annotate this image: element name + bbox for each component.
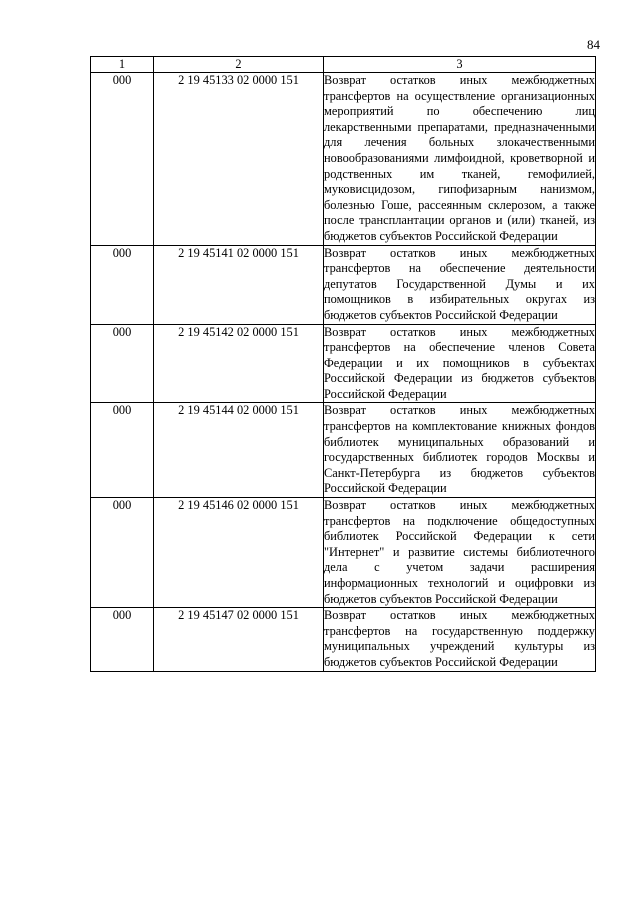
admin-code-cell: 000 bbox=[91, 403, 154, 498]
kbk-code-cell: 2 19 45141 02 0000 151 bbox=[154, 245, 324, 324]
description-cell: Возврат остатков иных межбюджетных трансфертов на государственную поддержку муниципальных учреждений культуры из бюджетов субъектов Российской Федерации bbox=[324, 608, 596, 671]
admin-code-cell: 000 bbox=[91, 73, 154, 246]
column-header-3: 3 bbox=[324, 57, 596, 73]
admin-code-cell: 000 bbox=[91, 608, 154, 671]
description-cell: Возврат остатков иных межбюджетных трансфертов на подключение общедоступных библиотек Российской Федерации к сети "Интернет" и развитие системы библиотечного дела с учетом задачи расширения информационных технологий и оцифровки из бюджетов субъектов Российской Федерации bbox=[324, 498, 596, 608]
admin-code-cell: 000 bbox=[91, 498, 154, 608]
kbk-code-cell: 2 19 45142 02 0000 151 bbox=[154, 324, 324, 403]
table-row bbox=[91, 324, 596, 403]
column-header-1: 1 bbox=[91, 57, 154, 73]
description-cell: Возврат остатков иных межбюджетных трансфертов на обеспечение деятельности депутатов Государственной Думы и их помощников в избирательных округах из бюджетов субъектов Российской Федерации bbox=[324, 245, 596, 324]
table-row bbox=[91, 73, 596, 246]
admin-code-cell: 000 bbox=[91, 245, 154, 324]
column-header-2: 2 bbox=[154, 57, 324, 73]
table-row bbox=[91, 245, 596, 324]
description-cell: Возврат остатков иных межбюджетных трансфертов на комплектование книжных фондов библиотек муниципальных образований и государственных библиотек городов Москвы и Санкт-Петербурга из бюджетов субъектов Российской Федерации bbox=[324, 403, 596, 498]
kbk-code-cell: 2 19 45147 02 0000 151 bbox=[154, 608, 324, 671]
description-cell: Возврат остатков иных межбюджетных трансфертов на осуществление организационных мероприятий по обеспечению лиц лекарственными препаратами, предназначенными для лечения больных злокачественными новообразованиями лимфоидной, кроветворной и родственных им тканей, гемофилией, муковисцидозом, гипофизарным нанизмом, болезнью Гоше, рассеянным склерозом, а также после трансплантации органов и (или) тканей, из бюджетов субъектов Российской Федерации bbox=[324, 73, 596, 246]
table-header-row bbox=[91, 57, 596, 73]
table-row bbox=[91, 608, 596, 671]
description-cell: Возврат остатков иных межбюджетных трансфертов на обеспечение членов Совета Федерации и их помощников в субъектах Российской Федерации из бюджетов субъектов Российской Федерации bbox=[324, 324, 596, 403]
admin-code-cell: 000 bbox=[91, 324, 154, 403]
kbk-code-cell: 2 19 45133 02 0000 151 bbox=[154, 73, 324, 246]
table-row bbox=[91, 403, 596, 498]
page-number: 84 bbox=[587, 37, 600, 52]
table-row bbox=[91, 498, 596, 608]
kbk-code-cell: 2 19 45144 02 0000 151 bbox=[154, 403, 324, 498]
kbk-code-cell: 2 19 45146 02 0000 151 bbox=[154, 498, 324, 608]
budget-classification-table bbox=[90, 56, 596, 672]
